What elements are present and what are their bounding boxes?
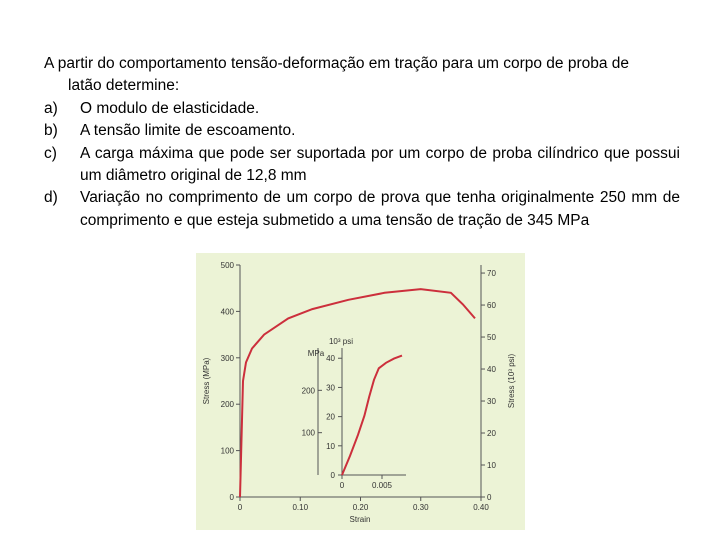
item-a-text: O modulo de elasticidade. xyxy=(80,99,260,117)
item-d-text: Variação no comprimento de um corpo de prova que tenha originalmente 250 mm de comprimento e que esteja submetido a uma tensão de tração de 345 MPa xyxy=(80,189,680,229)
y-left-tick-label: 0 xyxy=(229,493,234,502)
inset-psi-tick-label: 20 xyxy=(326,412,335,422)
item-c-label: c) xyxy=(44,144,57,162)
inset-psi-tick-label: 10 xyxy=(326,441,335,451)
item-a xyxy=(44,98,680,120)
inset-mpa-tick-label: 100 xyxy=(301,428,315,438)
intro-line-2: latão determine: xyxy=(68,77,180,95)
y-right-tick-label: 60 xyxy=(487,301,496,311)
y-right-tick-label: 0 xyxy=(487,493,492,502)
y-right-tick-label: 40 xyxy=(487,365,496,375)
item-b-label: b) xyxy=(44,122,58,140)
inset-psi-tick-label: 30 xyxy=(326,383,335,393)
x-tick-label: 0.10 xyxy=(292,503,309,512)
inset-psi-tick-label: 40 xyxy=(326,354,335,364)
y-axis-label-right: Stress (10³ psi) xyxy=(507,353,516,409)
question-intro xyxy=(44,53,680,98)
item-d-label: d) xyxy=(44,189,58,207)
stress-strain-chart xyxy=(196,253,525,530)
inset-psi-tick-label: 0 xyxy=(330,471,335,480)
y-right-tick-label: 70 xyxy=(487,269,496,279)
y-left-tick-label: 200 xyxy=(220,400,234,410)
item-b-text: A tensão limite de escoamento. xyxy=(80,122,296,140)
y-left-tick-label: 100 xyxy=(220,446,234,456)
y-left-tick-label: 300 xyxy=(220,353,234,363)
inset-x-tick-label: 0 xyxy=(339,481,345,490)
item-b xyxy=(44,120,680,142)
x-tick-label: 0.40 xyxy=(473,503,489,512)
item-c-text: A carga máxima que pode ser suportada por um corpo de proba cilíndrico que possui um diâmetro original de 12,8 mm xyxy=(80,144,680,185)
inset-unit-mpa: MPa xyxy=(307,349,325,358)
intro-line-1: A partir do comportamento tensão-deformação em tração para um corpo de proba de xyxy=(44,55,630,72)
inset-mpa-tick-label: 200 xyxy=(301,386,315,396)
item-d xyxy=(44,187,680,232)
y-left-tick-label: 400 xyxy=(220,307,234,317)
inset-x-tick-label: 0.005 xyxy=(371,481,393,490)
x-tick-label: 0 xyxy=(237,503,243,512)
y-axis-label-left: Stress (MPa) xyxy=(202,357,211,405)
y-right-tick-label: 10 xyxy=(487,461,496,471)
question-text xyxy=(44,53,680,232)
y-right-tick-label: 50 xyxy=(487,333,496,343)
item-a-label: a) xyxy=(44,99,58,117)
x-tick-label: 0.20 xyxy=(352,503,369,512)
figure-background xyxy=(196,253,525,530)
inset-unit-psi: 10³ psi xyxy=(328,337,354,346)
x-axis-label: Strain xyxy=(349,515,371,524)
y-right-tick-label: 20 xyxy=(487,429,496,439)
y-left-tick-label: 500 xyxy=(220,261,234,270)
y-right-tick-label: 30 xyxy=(487,397,496,407)
stress-strain-figure xyxy=(196,253,525,530)
item-c xyxy=(44,143,680,188)
x-tick-label: 0.30 xyxy=(412,503,429,512)
